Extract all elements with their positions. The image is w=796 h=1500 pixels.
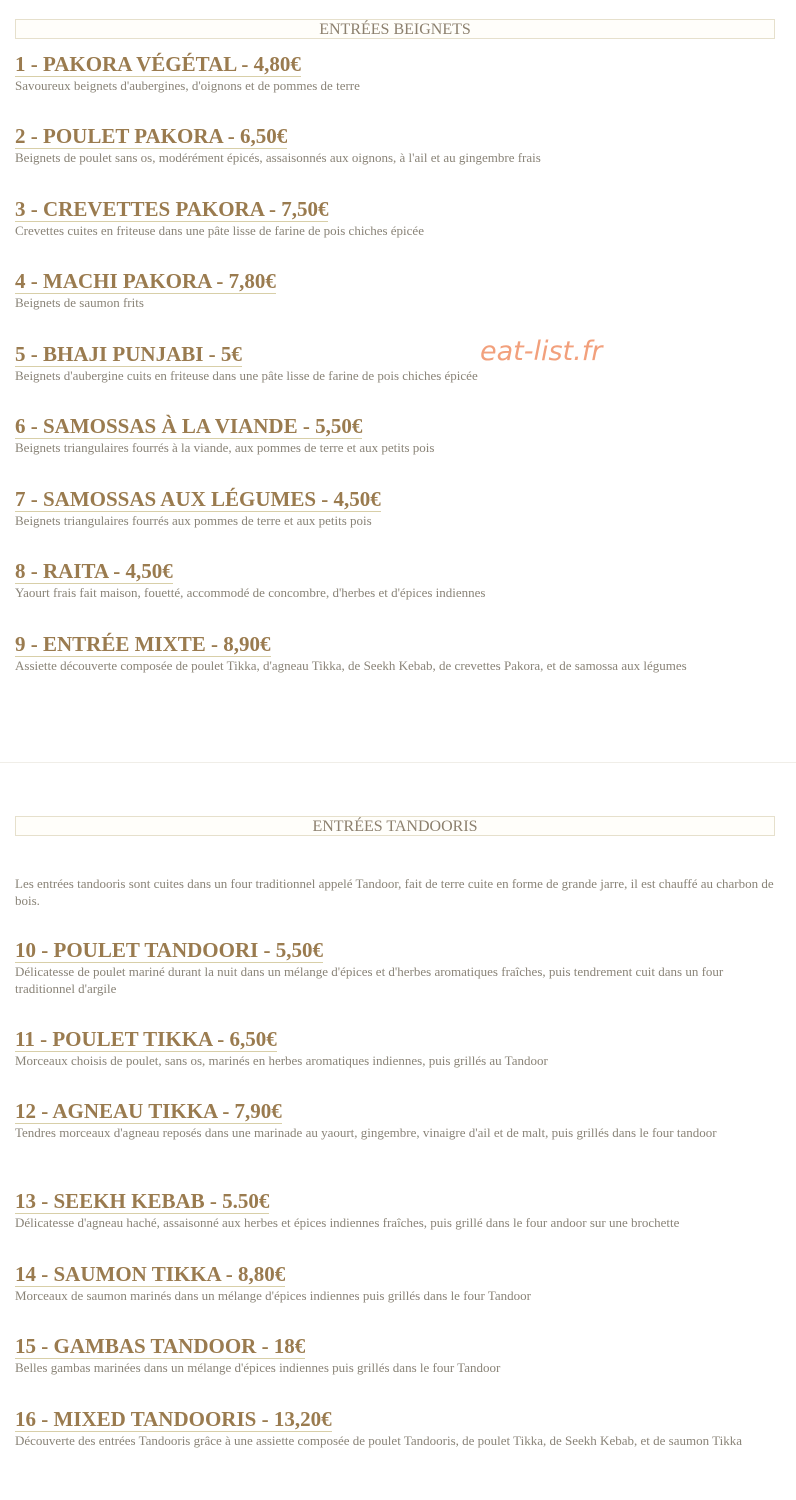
section-header-beignets: ENTRÉES BEIGNETS bbox=[15, 19, 775, 39]
item-description: Belles gambas marinées dans un mélange d'épices indiennes puis grillés dans le four Tandoor bbox=[15, 1360, 501, 1375]
item-description: Tendres morceaux d'agneau reposés dans une marinade au yaourt, gingembre, vinaigre d'ail et de malt, puis grillés dans le four tandoor bbox=[15, 1125, 717, 1140]
item-title: 13 - SEEKH KEBAB - 5.50€ bbox=[15, 1189, 270, 1213]
item-title: 4 - MACHI PAKORA - 7,80€ bbox=[15, 269, 276, 293]
section-header-tandooris: ENTRÉES TANDOORIS bbox=[15, 816, 775, 836]
menu-item bbox=[15, 633, 777, 674]
item-title: 15 - GAMBAS TANDOOR - 18€ bbox=[15, 1334, 306, 1358]
item-title: 1 - PAKORA VÉGÉTAL - 4,80€ bbox=[15, 52, 301, 76]
item-description: Beignets de saumon frits bbox=[15, 295, 144, 310]
item-title: 10 - POULET TANDOORI - 5,50€ bbox=[15, 938, 324, 962]
menu-item bbox=[15, 488, 777, 529]
item-description: Délicatesse de poulet mariné durant la nuit dans un mélange d'épices et d'herbes aromatiques fraîches, puis tendrement cuit dans un four traditionnel d'argile bbox=[15, 964, 724, 996]
item-description: Découverte des entrées Tandooris grâce à une assiette composée de poulet Tandooris, de poulet Tikka, de Seekh Kebab, et de saumon Tikka bbox=[15, 1433, 742, 1448]
menu-item bbox=[15, 1028, 777, 1069]
menu-item bbox=[15, 1100, 777, 1141]
item-title: 7 - SAMOSSAS AUX LÉGUMES - 4,50€ bbox=[15, 487, 381, 511]
item-description: Morceaux de saumon marinés dans un mélange d'épices indiennes puis grillés dans le four Tandoor bbox=[15, 1288, 532, 1303]
item-title: 5 - BHAJI PUNJABI - 5€ bbox=[15, 342, 242, 366]
menu-item bbox=[15, 343, 777, 384]
menu-item bbox=[15, 198, 777, 239]
menu-item bbox=[15, 125, 777, 166]
item-description: Beignets d'aubergine cuits en friteuse dans une pâte lisse de farine de pois chiches épicée bbox=[15, 368, 478, 383]
item-title: 11 - POULET TIKKA - 6,50€ bbox=[15, 1027, 277, 1051]
item-title: 12 - AGNEAU TIKKA - 7,90€ bbox=[15, 1099, 282, 1123]
menu-item bbox=[15, 939, 777, 997]
item-description: Savoureux beignets d'aubergines, d'oignons et de pommes de terre bbox=[15, 78, 360, 93]
watermark: eat-list.fr bbox=[480, 336, 603, 367]
item-description: Beignets triangulaires fourrés à la viande, aux pommes de terre et aux petits pois bbox=[15, 440, 435, 455]
menu-item bbox=[15, 560, 777, 601]
menu-item bbox=[15, 1263, 777, 1304]
menu-item bbox=[15, 1190, 777, 1231]
item-title: 2 - POULET PAKORA - 6,50€ bbox=[15, 124, 288, 148]
item-title: 16 - MIXED TANDOORIS - 13,20€ bbox=[15, 1407, 332, 1431]
item-description: Yaourt frais fait maison, fouetté, accommodé de concombre, d'herbes et d'épices indiennes bbox=[15, 585, 486, 600]
menu-item bbox=[15, 1335, 777, 1376]
section-intro: Les entrées tandooris sont cuites dans un four traditionnel appelé Tandoor, fait de terre cuite en forme de grande jarre, il est chauffé au charbon de bois. bbox=[15, 876, 774, 908]
item-description: Crevettes cuites en friteuse dans une pâte lisse de farine de pois chiches épicée bbox=[15, 223, 424, 238]
item-title: 6 - SAMOSSAS À LA VIANDE - 5,50€ bbox=[15, 414, 363, 438]
item-description: Morceaux choisis de poulet, sans os, marinés en herbes aromatiques indiennes, puis grillés au Tandoor bbox=[15, 1053, 548, 1068]
menu-item bbox=[15, 1408, 777, 1449]
item-title: 3 - CREVETTES PAKORA - 7,50€ bbox=[15, 197, 329, 221]
section-divider bbox=[0, 762, 796, 763]
item-description: Assiette découverte composée de poulet Tikka, d'agneau Tikka, de Seekh Kebab, de crevettes Pakora, et de samossa aux légumes bbox=[15, 658, 687, 673]
item-title: 8 - RAITA - 4,50€ bbox=[15, 559, 173, 583]
item-description: Beignets triangulaires fourrés aux pommes de terre et aux petits pois bbox=[15, 513, 372, 528]
item-title: 14 - SAUMON TIKKA - 8,80€ bbox=[15, 1262, 286, 1286]
menu-item bbox=[15, 53, 777, 94]
menu-item bbox=[15, 415, 777, 456]
menu-item bbox=[15, 270, 777, 311]
item-description: Délicatesse d'agneau haché, assaisonné aux herbes et épices indiennes fraîches, puis grillé dans le four andoor sur une brochette bbox=[15, 1215, 680, 1230]
item-description: Beignets de poulet sans os, modérément épicés, assaisonnés aux oignons, à l'ail et au gingembre frais bbox=[15, 150, 541, 165]
item-title: 9 - ENTRÉE MIXTE - 8,90€ bbox=[15, 632, 271, 656]
